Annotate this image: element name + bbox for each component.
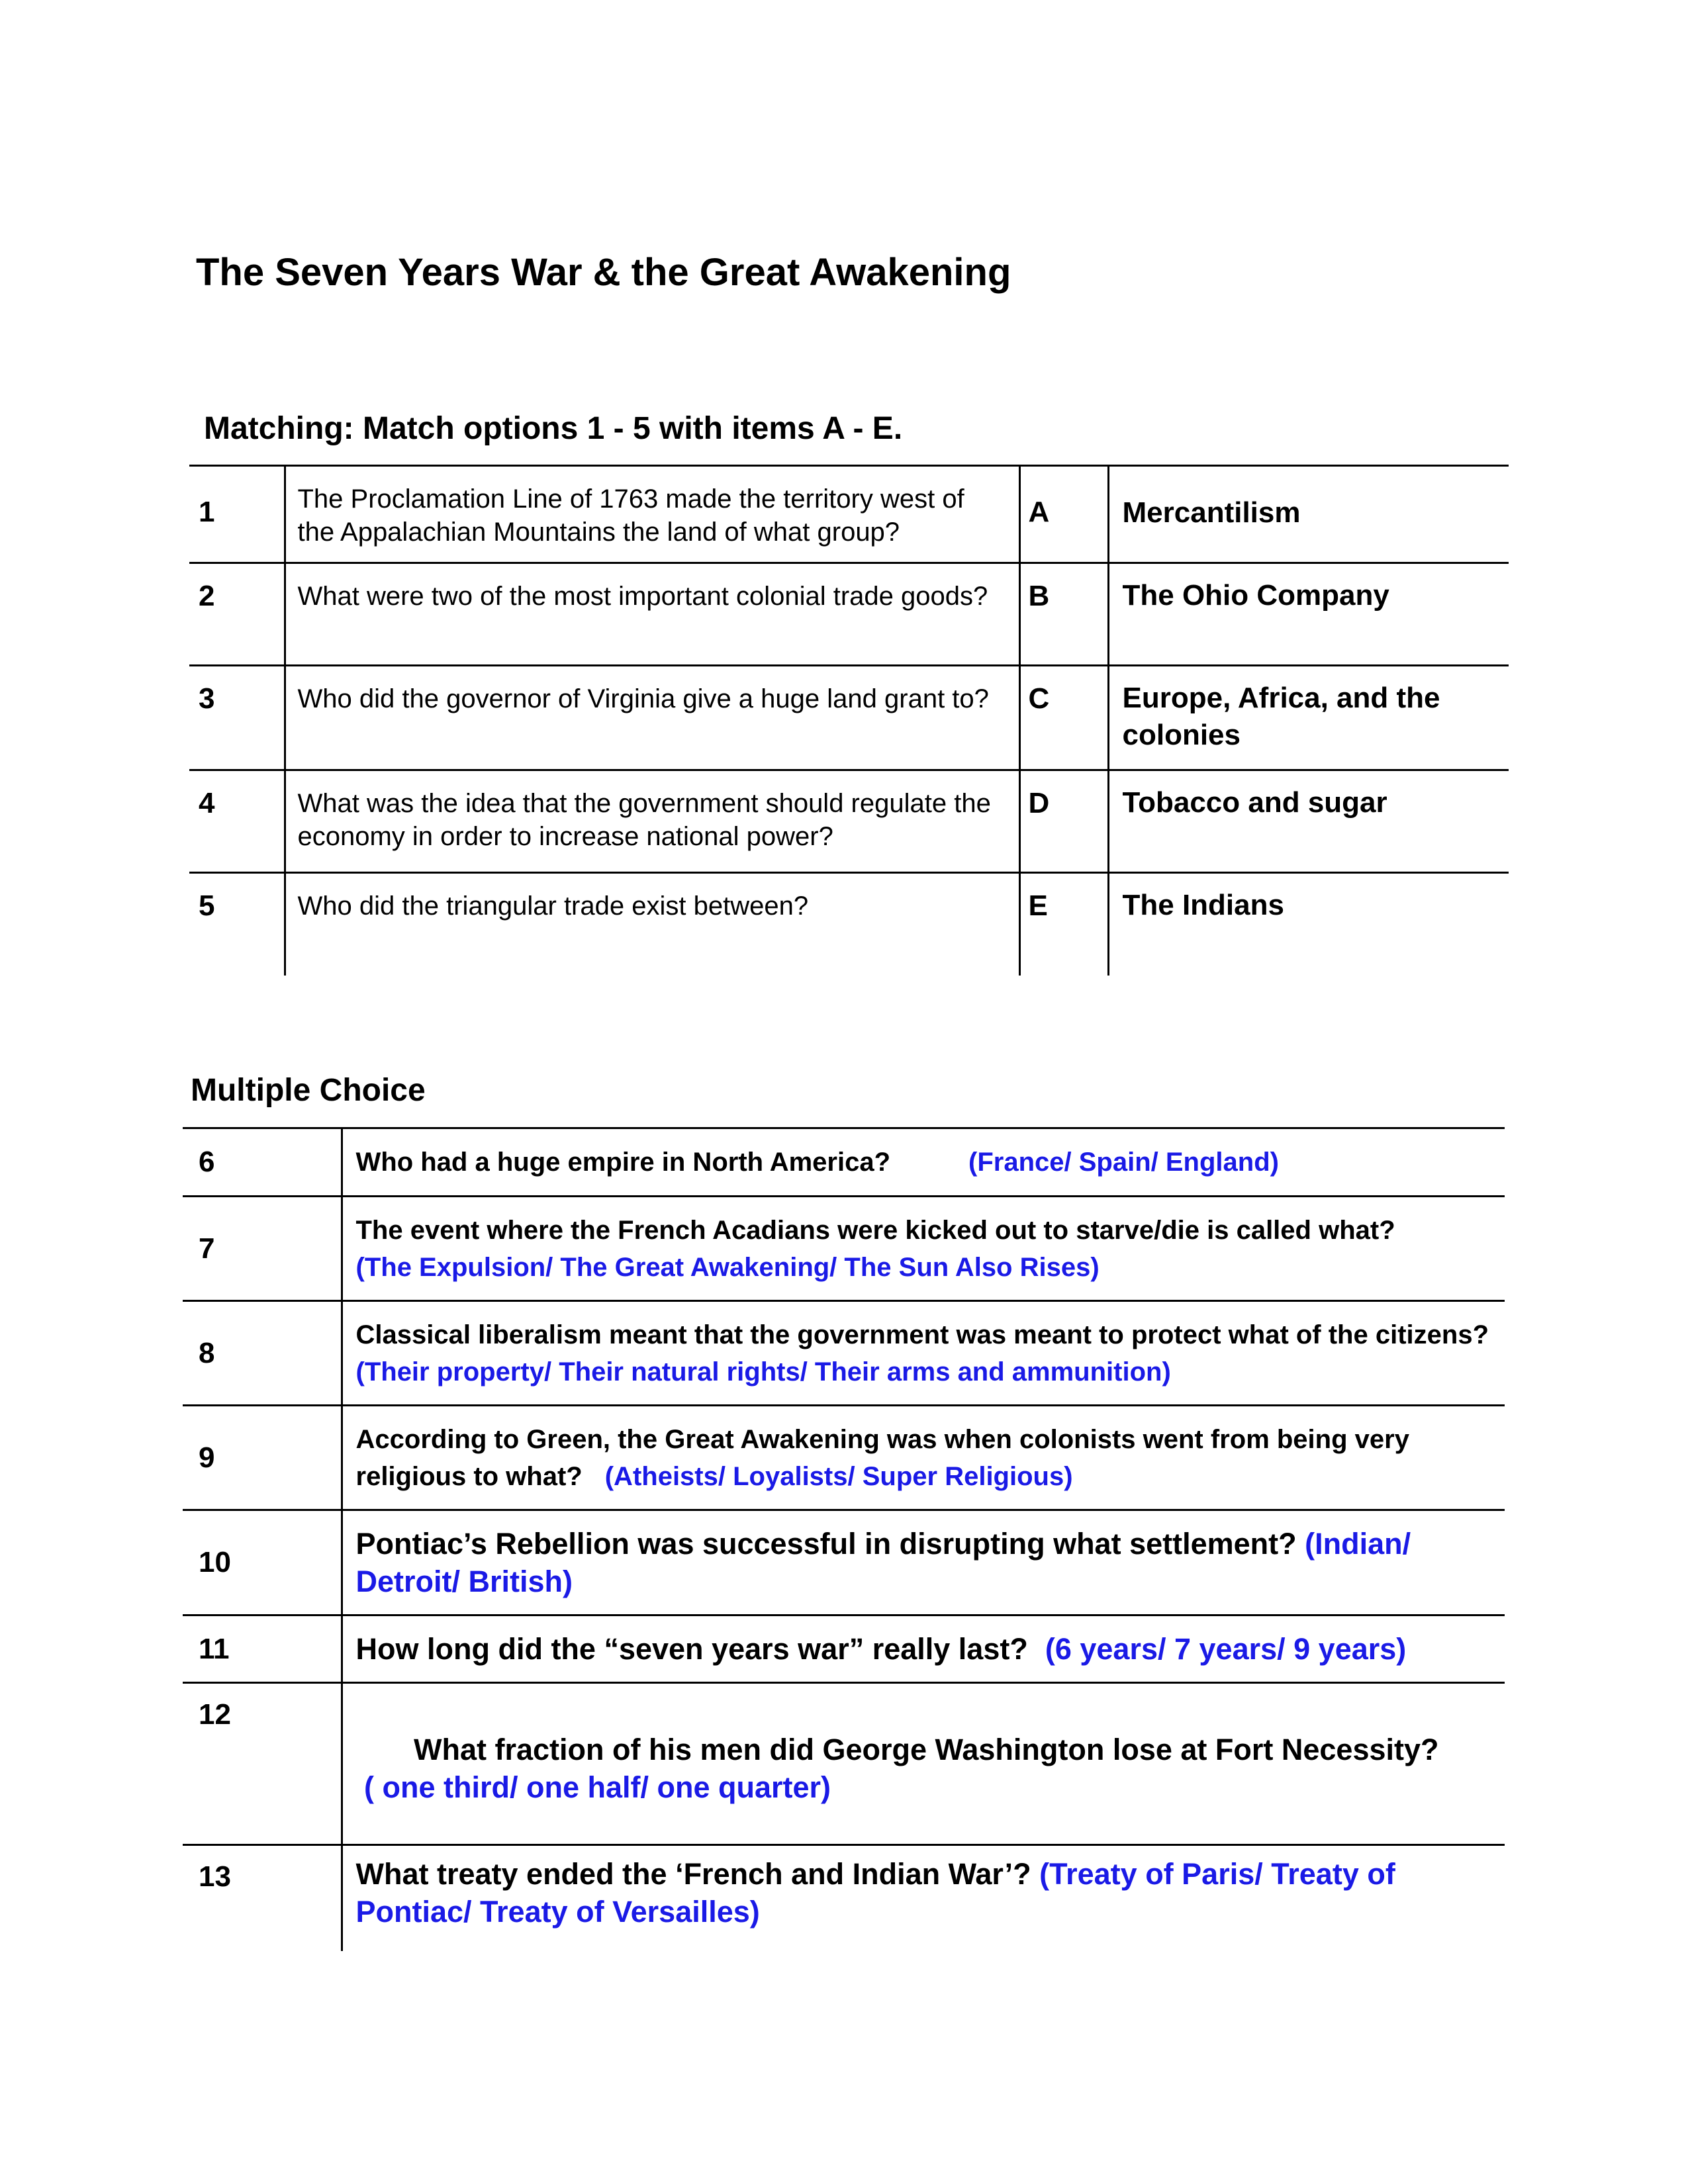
matching-answer: The Indians [1108,873,1509,976]
mc-question-cell [342,1845,1505,1951]
matching-number: 3 [189,666,285,770]
mc-number: 11 [183,1615,342,1683]
mc-options: (Treaty of Paris/ Treaty of Pontiac/ Treaty of Versailles) [355,1857,1395,1929]
mc-row [183,1510,1505,1615]
mc-question-cell [342,1197,1505,1301]
matching-table [189,465,1509,976]
document-title: The Seven Years War & the Great Awakening [196,251,1011,294]
mc-question-cell [342,1683,1505,1845]
matching-question: The Proclamation Line of 1763 made the territory west of the Appalachian Mountains the land of what group? [285,466,1019,563]
mc-question-cell [342,1406,1505,1510]
matching-heading: Matching: Match options 1 - 5 with items A - E. [204,411,903,446]
mc-row [183,1128,1505,1197]
matching-question: What were two of the most important colonial trade goods? [285,563,1019,666]
matching-row [189,873,1509,976]
mc-options: (The Expulsion/ The Great Awakening/ The Sun Also Rises) [355,1252,1100,1282]
mc-row [183,1406,1505,1510]
matching-question: Who did the governor of Virginia give a huge land grant to? [285,666,1019,770]
mc-row [183,1301,1505,1406]
mc-row [183,1845,1505,1951]
matching-number: 4 [189,770,285,873]
mc-row [183,1615,1505,1683]
mc-question: What fraction of his men did George Washington lose at Fort Necessity? [405,1733,1439,1766]
multiple-choice-heading: Multiple Choice [191,1073,426,1108]
matching-answer: Tobacco and sugar [1108,770,1509,873]
matching-letter: C [1019,666,1108,770]
matching-letter: D [1019,770,1108,873]
mc-number: 12 [183,1683,342,1845]
matching-number: 1 [189,466,285,563]
mc-number: 9 [183,1406,342,1510]
mc-options: (France/ Spain/ England) [968,1148,1279,1177]
matching-answer: The Ohio Company [1108,563,1509,666]
matching-question: Who did the triangular trade exist between? [285,873,1019,976]
mc-options: (6 years/ 7 years/ 9 years) [1045,1632,1407,1666]
matching-number: 5 [189,873,285,976]
mc-question: Who had a huge empire in North America? [355,1148,890,1177]
mc-number: 7 [183,1197,342,1301]
matching-question: What was the idea that the government should regulate the economy in order to increase national power? [285,770,1019,873]
mc-question: According to Green, the Great Awakening was when colonists went from being very religious to what? [355,1424,1409,1491]
matching-answer: Mercantilism [1108,466,1509,563]
mc-row [183,1683,1505,1845]
mc-question: What treaty ended the ‘French and Indian War’? [355,1857,1031,1891]
matching-letter: A [1019,466,1108,563]
matching-row [189,563,1509,666]
matching-row [189,466,1509,563]
mc-number: 10 [183,1510,342,1615]
matching-row [189,770,1509,873]
mc-question: How long did the “seven years war” really last? [355,1632,1028,1666]
mc-question-cell [342,1615,1505,1683]
mc-number: 13 [183,1845,342,1951]
matching-answer: Europe, Africa, and the colonies [1108,666,1509,770]
mc-options: (Atheists/ Loyalists/ Super Religious) [604,1461,1073,1491]
mc-number: 8 [183,1301,342,1406]
matching-letter: E [1019,873,1108,976]
mc-options: (Their property/ Their natural rights/ Their arms and ammunition) [355,1357,1171,1387]
mc-question-cell [342,1510,1505,1615]
multiple-choice-table [183,1127,1505,1951]
mc-options: ( one third/ one half/ one quarter) [355,1770,831,1804]
matching-number: 2 [189,563,285,666]
mc-question-cell [342,1128,1505,1197]
mc-question-cell [342,1301,1505,1406]
matching-letter: B [1019,563,1108,666]
mc-question: The event where the French Acadians were kicked out to starve/die is called what? [355,1215,1395,1245]
mc-question: Pontiac’s Rebellion was successful in disrupting what settlement? [355,1527,1297,1561]
matching-row [189,666,1509,770]
mc-options: (Indian/ Detroit/ British) [355,1527,1411,1598]
mc-number: 6 [183,1128,342,1197]
mc-row [183,1197,1505,1301]
mc-question: Classical liberalism meant that the government was meant to protect what of the citizens? [355,1320,1489,1349]
